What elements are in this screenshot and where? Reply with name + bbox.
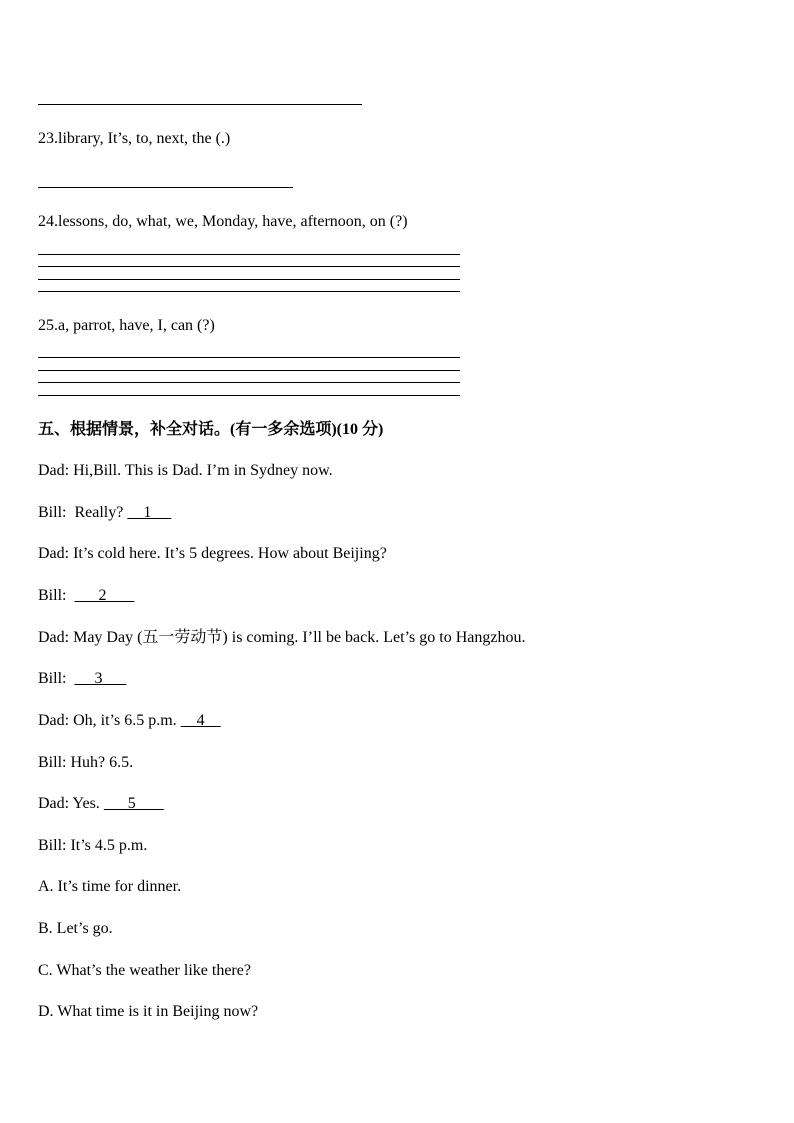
dialogue-line	[38, 628, 525, 648]
answer-line-23	[38, 187, 293, 188]
dialogue-text: Dad: Hi,Bill. This is Dad. I’m in Sydney now.	[38, 462, 333, 479]
answer-line-25c	[38, 382, 460, 383]
blank-2[interactable]: 2	[74, 587, 135, 604]
question-25: 25.a, parrot, have, I, can (?)	[38, 317, 215, 334]
dialogue-text: Dad: It’s cold here. It’s 5 degrees. How about Beijing?	[38, 545, 387, 562]
answer-line-24b	[38, 266, 460, 267]
dialogue-line	[38, 586, 134, 606]
dialogue-line	[38, 711, 221, 731]
option-a: A. It’s time for dinner.	[38, 878, 182, 895]
dialogue-text: Bill: Huh? 6.5.	[38, 754, 134, 771]
dialogue-line	[38, 503, 171, 523]
answer-line-25d	[38, 395, 460, 396]
dialogue-line	[38, 836, 147, 856]
dialogue-text: Dad: Yes.	[38, 795, 104, 812]
option-c: C. What’s the weather like there?	[38, 962, 251, 979]
dialogue-line	[38, 461, 333, 481]
dialogue-line	[38, 794, 164, 814]
answer-line-24a	[38, 254, 460, 255]
option-b: B. Let’s go.	[38, 920, 113, 937]
answer-line-25b	[38, 370, 460, 371]
answer-line-24d	[38, 291, 460, 292]
blank-1[interactable]: 1	[127, 504, 172, 521]
dialogue-text: Dad: May Day (五一劳动节) is coming. I’ll be back. Let’s go to Hangzhou.	[38, 629, 526, 646]
question-24: 24.lessons, do, what, we, Monday, have, afternoon, on (?)	[38, 213, 408, 230]
dialogue-line	[38, 544, 387, 564]
dialogue-text: Bill: It’s 4.5 p.m.	[38, 837, 148, 854]
dialogue-text: Dad: Oh, it’s 6.5 p.m.	[38, 712, 181, 729]
dialogue-text: Bill: Really?	[38, 504, 128, 521]
question-23: 23.library, It’s, to, next, the (.)	[38, 130, 231, 147]
dialogue-text: Bill:	[38, 587, 75, 604]
dialogue-line	[38, 669, 126, 689]
answer-line-25a	[38, 357, 460, 358]
blank-3[interactable]: 3	[74, 670, 127, 687]
answer-line-22	[38, 104, 362, 105]
answer-line-24c	[38, 279, 460, 280]
option-d: D. What time is it in Beijing now?	[38, 1003, 259, 1020]
section-heading: 五、根据情景，补全对话。(有一多余选项)(10 分)	[38, 421, 384, 438]
blank-5[interactable]: 5	[103, 795, 164, 812]
dialogue-text: Bill:	[38, 670, 75, 687]
blank-4[interactable]: 4	[180, 712, 221, 729]
dialogue-line	[38, 753, 133, 773]
